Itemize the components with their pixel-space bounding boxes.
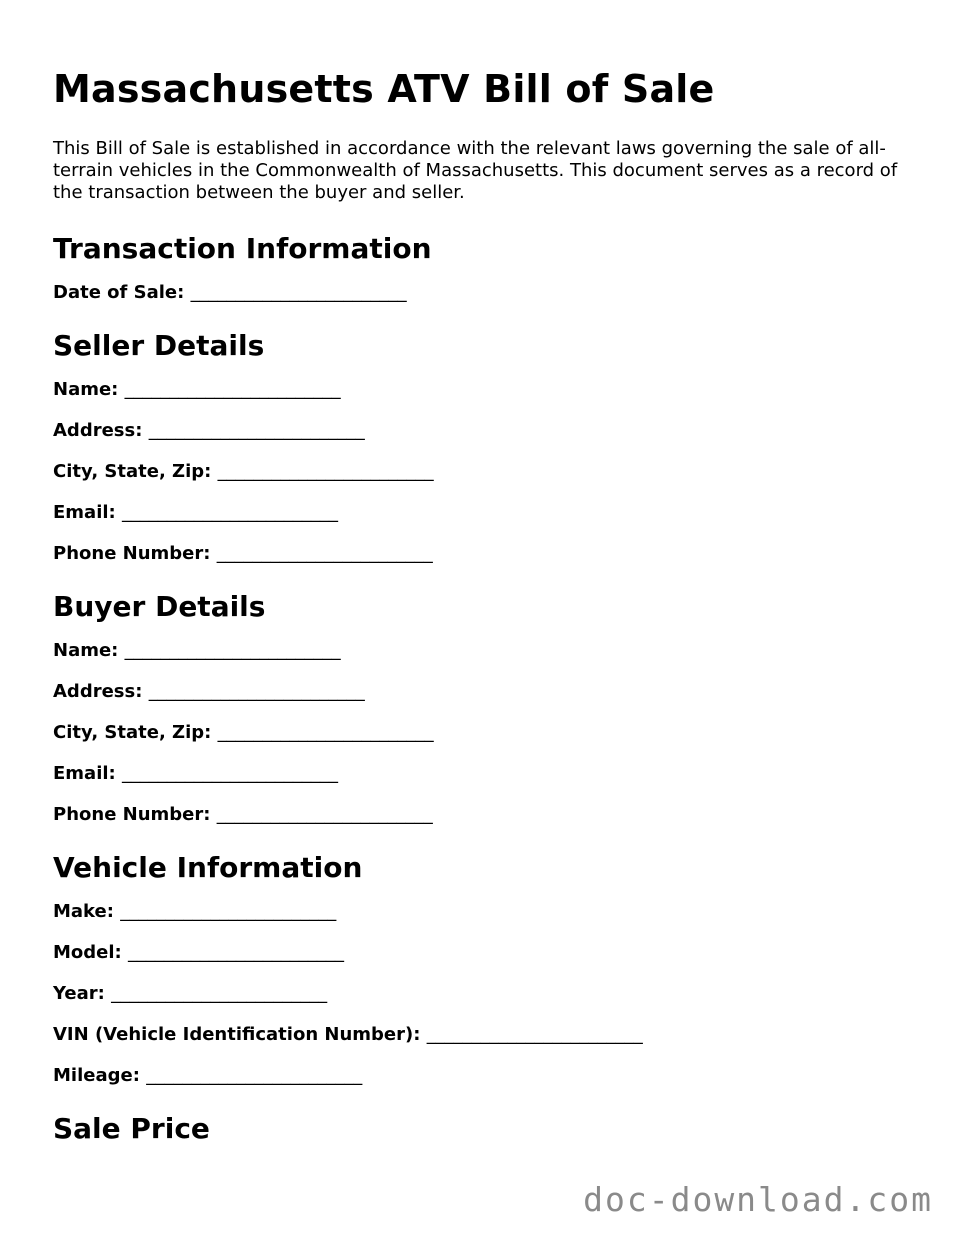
date-of-sale-blank: ________________________	[190, 282, 407, 303]
page-title: Massachusetts ATV Bill of Sale	[53, 67, 715, 111]
seller-city-blank: ________________________	[217, 461, 434, 482]
buyer-phone-field	[53, 804, 913, 826]
buyer-city-label: City, State, Zip:	[53, 722, 212, 743]
vehicle-make-blank: ________________________	[120, 901, 337, 922]
buyer-email-label: Email:	[53, 763, 116, 784]
vehicle-mileage-label: Mileage:	[53, 1065, 140, 1086]
seller-email-field	[53, 502, 913, 524]
intro-paragraph: This Bill of Sale is established in accordance with the relevant laws governing the sale of all-terrain vehicles in the Commonwealth of Massachusetts. This document serves as a record of the transaction between the buyer and seller.	[53, 138, 898, 203]
vehicle-vin-label: VIN (Vehicle Identification Number):	[53, 1024, 421, 1045]
seller-city-label: City, State, Zip:	[53, 461, 212, 482]
seller-section	[53, 323, 913, 565]
vehicle-make-field	[53, 901, 913, 923]
seller-address-label: Address:	[53, 420, 143, 441]
vehicle-mileage-blank: ________________________	[146, 1065, 363, 1086]
buyer-city-blank: ________________________	[217, 722, 434, 743]
vehicle-make-label: Make:	[53, 901, 114, 922]
seller-phone-blank: ________________________	[216, 543, 433, 564]
buyer-address-field	[53, 681, 913, 703]
vehicle-section	[53, 845, 913, 1087]
buyer-address-label: Address:	[53, 681, 143, 702]
seller-city-field	[53, 461, 913, 483]
seller-name-field	[53, 379, 913, 401]
buyer-address-blank: ________________________	[148, 681, 365, 702]
seller-phone-label: Phone Number:	[53, 543, 211, 564]
seller-email-blank: ________________________	[122, 502, 339, 523]
buyer-email-field	[53, 763, 913, 785]
buyer-phone-label: Phone Number:	[53, 804, 211, 825]
vehicle-year-label: Year:	[53, 983, 105, 1004]
seller-heading: Seller Details	[53, 329, 265, 362]
vehicle-model-field	[53, 942, 913, 964]
vehicle-year-blank: ________________________	[111, 983, 328, 1004]
vehicle-year-field	[53, 983, 913, 1005]
transaction-section	[53, 226, 913, 304]
seller-address-blank: ________________________	[148, 420, 365, 441]
vehicle-heading: Vehicle Information	[53, 851, 363, 884]
vehicle-vin-blank: ________________________	[426, 1024, 643, 1045]
seller-address-field	[53, 420, 913, 442]
date-of-sale-label: Date of Sale:	[53, 282, 185, 303]
date-of-sale-field	[53, 282, 913, 304]
watermark: doc-download.com	[583, 1180, 933, 1219]
vehicle-vin-field	[53, 1024, 913, 1046]
buyer-phone-blank: ________________________	[216, 804, 433, 825]
vehicle-mileage-field	[53, 1065, 913, 1087]
document-page	[53, 60, 913, 1162]
seller-name-blank: ________________________	[124, 379, 341, 400]
vehicle-model-label: Model:	[53, 942, 122, 963]
buyer-name-label: Name:	[53, 640, 119, 661]
vehicle-model-blank: ________________________	[128, 942, 345, 963]
price-section	[53, 1106, 913, 1152]
buyer-city-field	[53, 722, 913, 744]
price-heading: Sale Price	[53, 1112, 210, 1145]
buyer-section	[53, 584, 913, 826]
buyer-name-blank: ________________________	[124, 640, 341, 661]
seller-email-label: Email:	[53, 502, 116, 523]
buyer-name-field	[53, 640, 913, 662]
buyer-email-blank: ________________________	[122, 763, 339, 784]
buyer-heading: Buyer Details	[53, 590, 266, 623]
seller-name-label: Name:	[53, 379, 119, 400]
transaction-heading: Transaction Information	[53, 232, 432, 265]
seller-phone-field	[53, 543, 913, 565]
